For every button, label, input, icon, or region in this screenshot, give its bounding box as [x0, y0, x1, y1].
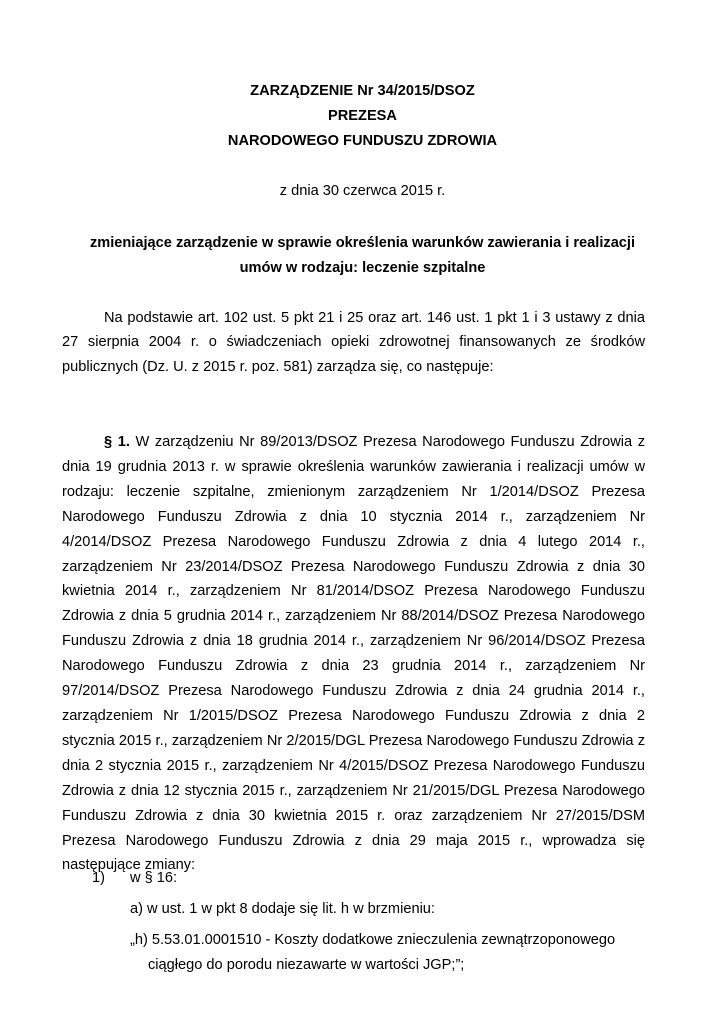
list-item-a: a) w ust. 1 w pkt 8 dodaje się lit. h w brzmieniu:	[130, 901, 435, 917]
document-date: z dnia 30 czerwca 2015 r.	[279, 183, 446, 199]
section-1-label: § 1.	[104, 434, 130, 450]
title-line-1: ZARZĄDZENIE Nr 34/2015/DSOZ	[250, 83, 475, 99]
document-subject	[60, 231, 665, 281]
title-line-3: NARODOWEGO FUNDUSZU ZDROWIA	[227, 133, 498, 149]
list-item-1	[92, 868, 177, 889]
list-item-1-number: 1)	[92, 870, 105, 886]
list-item-h	[130, 928, 645, 978]
preamble-paragraph: Na podstawie art. 102 ust. 5 pkt 21 i 25 oraz art. 146 ust. 1 pkt 1 i 3 ustawy z dnia 27 sierpnia 2004 r. o świadczeniach opieki zdrowotnej finansowanych ze środków publicznych (Dz. U. z 2015 r. poz. 581) zarządza się, co następuje:	[62, 310, 645, 375]
list-item-1-text: w § 16:	[130, 870, 178, 886]
subject-line-1: zmieniające zarządzenie w sprawie określenia warunków zawierania i realizacji	[89, 235, 636, 251]
list-item-h-line-2: ciągłego do porodu niezawarte w wartości JGP;”;	[148, 957, 465, 973]
subject-line-2: umów w rodzaju: leczenie szpitalne	[239, 260, 486, 276]
list-item-h-line-1: „h) 5.53.01.0001510 - Koszty dodatkowe znieczulenia zewnątrzoponowego	[130, 932, 616, 948]
section-1-text: W zarządzeniu Nr 89/2013/DSOZ Prezesa Narodowego Funduszu Zdrowia z dnia 19 grudnia 2013 r. w sprawie określenia warunków zawierania i realizacji umów w rodzaju: leczenie szpitalne, zmienionym zarządzeniem Nr 1/2014/DSOZ Prezesa Narodowego Funduszu Zdrowia z dnia 10 stycznia 2014 r., zarządzeniem Nr 4/2014/DSOZ Prezesa Narodowego Funduszu Zdrowia z dnia 4 lutego 2014 r., zarządzeniem Nr 23/2014/DSOZ Prezesa Narodowego Funduszu Zdrowia z dnia 30 kwietnia 2014 r., zarządzeniem Nr 81/2014/DSOZ Prezesa Narodowego Funduszu Zdrowia z dnia 5 grudnia 2014 r., zarządzeniem Nr 88/2014/DSOZ Prezesa Narodowego Funduszu Zdrowia z dnia 18 grudnia 2014 r., zarządzeniem Nr 96/2014/DSOZ Prezesa Narodowego Funduszu Zdrowia z dnia 23 grudnia 2014 r., zarządzeniem Nr 97/2014/DSOZ Prezesa Narodowego Funduszu Zdrowia z dnia 24 grudnia 2014 r., zarządzeniem Nr 1/2015/DSOZ Prezesa Narodowego Funduszu Zdrowia z dnia 2 stycznia 2015 r., zarządzeniem Nr 2/2015/DGL Prezesa Narodowego Funduszu Zdrowia z dnia 2 stycznia 2015 r., zarządzeniem Nr 4/2015/DSOZ Prezesa Narodowego Funduszu Zdrowia z dnia 12 stycznia 2015 r., zarządzeniem Nr 21/2015/DGL Prezesa Narodowego Funduszu Zdrowia z dnia 30 kwietnia 2015 r. oraz zarządzeniem Nr 27/2015/DSM Prezesa Narodowego Funduszu Zdrowia z dnia 29 maja 2015 r., wprowadza się następujące zmiany:	[62, 434, 645, 874]
section-1-paragraph	[62, 430, 645, 878]
title-line-2: PREZESA	[328, 108, 397, 124]
